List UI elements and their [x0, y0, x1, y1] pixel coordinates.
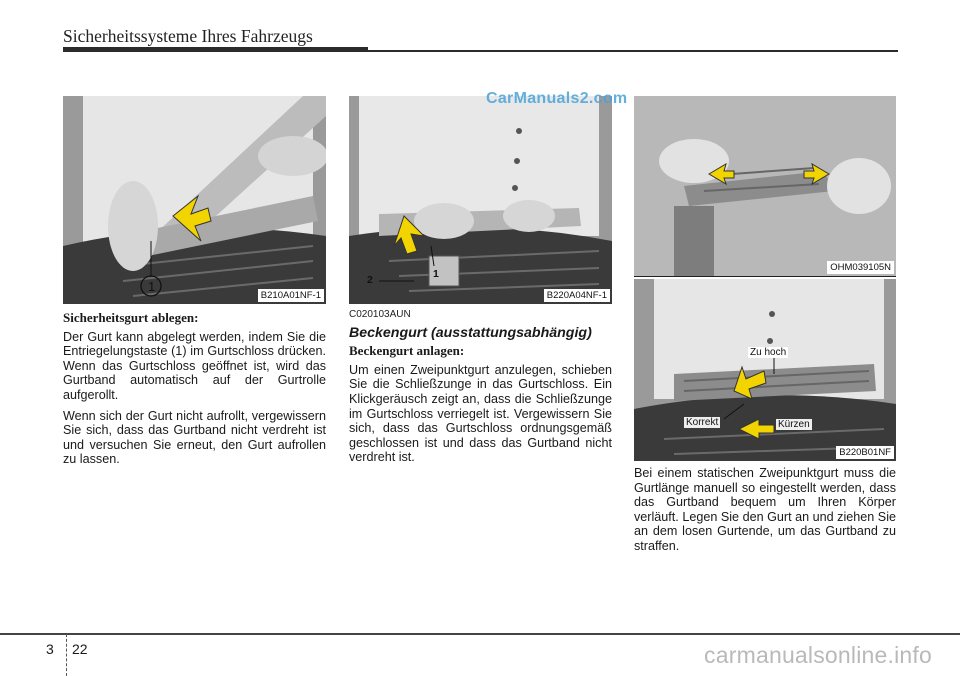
section-title: Beckengurt (ausstattungsabhängig): [349, 324, 592, 341]
label-correct: Korrekt: [686, 417, 719, 428]
figure-divider: [634, 276, 896, 277]
figure-code-label: B220A04NF-1: [544, 289, 610, 302]
figure-unbuckle-belt: [63, 96, 326, 304]
paragraph: Bei einem statischen Zweipunktgurt muss die Gurtlänge manuell so eingestellt werden, dass das Gurtband bequem um Ihren Körper verläuft. Legen Sie den Gurt an und ziehen Sie an dem losen Gurtende, um das Gurtband zu straffen.: [634, 466, 896, 553]
paragraph: Um einen Zweipunktgurt anzulegen, schieben Sie die Schließzunge in das Gurtschloss. Ein Klickgeräusch zeigt an, dass die Schließzunge im Gurtschloss verriegelt ist. Vergewissern Sie sich, dass das Gurtschloss ordnungsgemäß geschlossen ist und dass das Gurtband nicht verdreht ist.: [349, 362, 612, 465]
label-shorten: Kürzen: [778, 419, 810, 430]
paragraph: Wenn sich der Gurt nicht aufrollt, vergewissern Sie sich, dass das Gurtband nicht verdreht ist und versuchen Sie erneut, den Gurt aufrollen zu lassen.: [63, 408, 326, 467]
figure-position-illustration: [634, 279, 896, 461]
figure-adjust-illustration: [634, 96, 896, 276]
column-middle: [349, 308, 612, 471]
figure-callout-1b: 1: [433, 268, 439, 280]
site-watermark: CarManuals2.com: [486, 90, 628, 107]
figure-code-label: B210A01NF-1: [258, 289, 324, 302]
figure-code-label: B220B01NF: [836, 446, 894, 459]
figure-unbuckle-illustration: [63, 96, 326, 304]
figure-belt-position: [634, 279, 896, 461]
header-bar: [63, 47, 368, 52]
column-right: [634, 466, 896, 560]
label-too-high: Zu hoch: [750, 347, 787, 358]
column-left: [63, 311, 326, 473]
figure-fasten-illustration: [349, 96, 612, 304]
footer-watermark: carmanualsonline.info: [704, 642, 932, 668]
subhead-fasten: Beckengurt anlagen:: [349, 343, 465, 359]
subhead-unbuckle: Sicherheitsgurt ablegen:: [63, 310, 199, 325]
footer-rule: [0, 633, 960, 635]
section-header-title: Sicherheitssysteme Ihres Fahrzeugs: [63, 26, 313, 46]
figure-fasten-lap-belt: [349, 96, 612, 304]
paragraph: Der Gurt kann abgelegt werden, indem Sie die Entriegelungstaste (1) im Gurtschloss drücken. Wenn das Gurtschloss geöffnet ist, wird das Gurtband automatisch auf der Gurtrolle aufgerollt.: [63, 329, 326, 402]
footer-divider: [66, 634, 67, 676]
page-number: 22: [72, 641, 88, 657]
chapter-number: 3: [46, 641, 54, 657]
figure-code-label: OHM039105N: [827, 261, 894, 274]
header-rule: [368, 50, 898, 52]
figure-callout-1: 1: [148, 279, 156, 294]
section-code: C020103AUN: [349, 309, 411, 320]
figure-callout-2: 2: [367, 274, 373, 286]
figure-adjust-belt-length: [634, 96, 896, 276]
